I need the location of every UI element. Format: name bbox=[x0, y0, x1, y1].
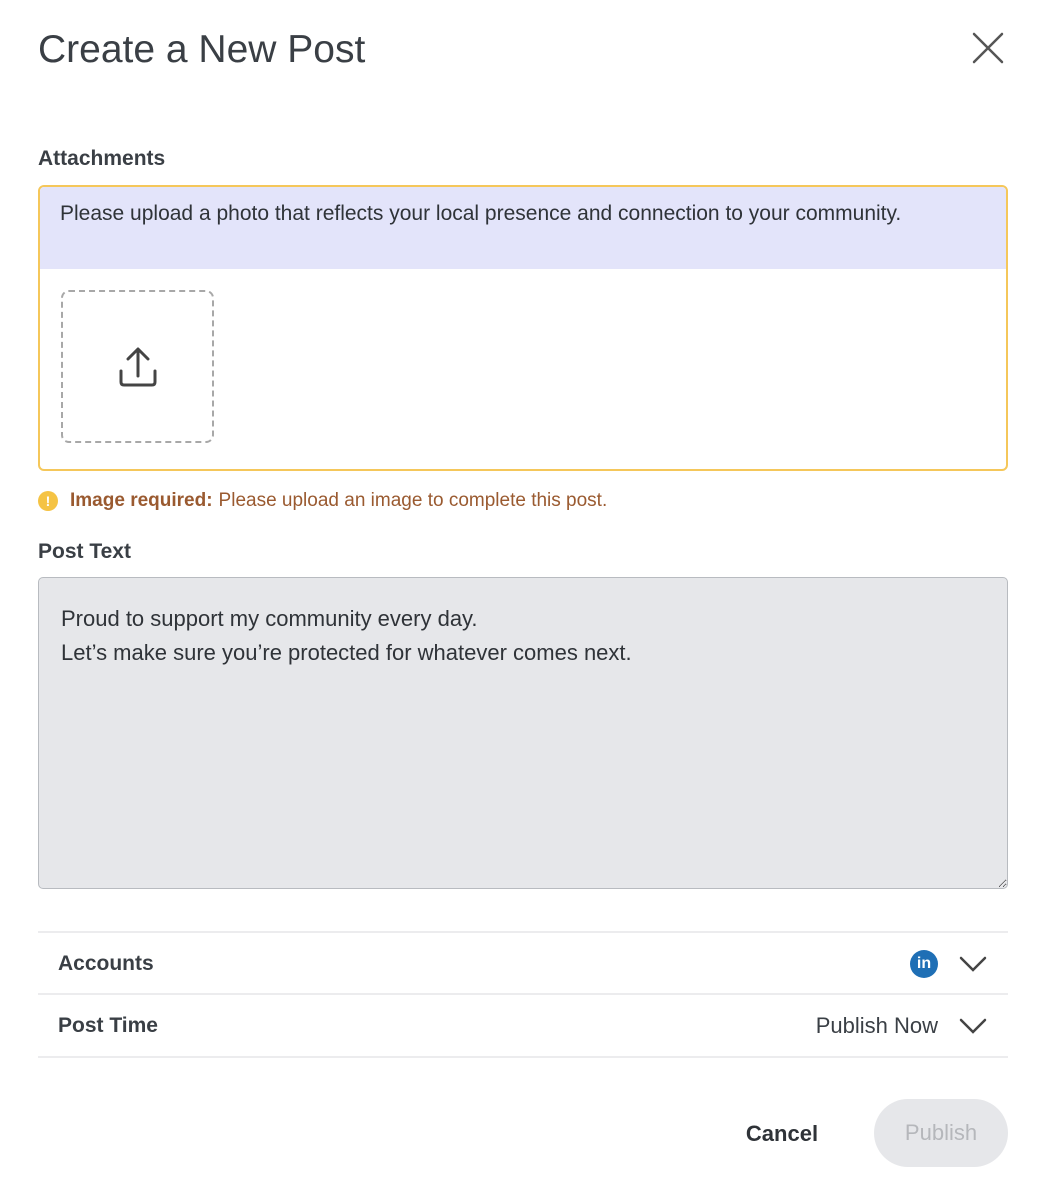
accounts-row[interactable] bbox=[38, 931, 1008, 994]
warning-icon: ! bbox=[38, 491, 58, 511]
linkedin-icon: in bbox=[910, 950, 938, 978]
attachments-panel bbox=[38, 185, 1008, 471]
divider bbox=[38, 1056, 1008, 1058]
attachments-label: Attachments bbox=[38, 147, 166, 170]
error-title: Image required: bbox=[70, 490, 213, 511]
upload-dropzone[interactable] bbox=[61, 290, 214, 443]
image-required-error bbox=[38, 490, 607, 512]
accounts-label: Accounts bbox=[58, 951, 154, 975]
attachments-instructions: Please upload a photo that reflects your local presence and connection to your community. bbox=[40, 187, 1006, 269]
post-time-value: Publish Now bbox=[815, 1012, 938, 1038]
close-icon[interactable] bbox=[970, 30, 1006, 66]
upload-icon bbox=[118, 346, 158, 388]
chevron-down-icon bbox=[958, 1017, 988, 1035]
post-time-row[interactable] bbox=[38, 993, 1008, 1056]
post-text-label: Post Text bbox=[38, 540, 131, 563]
publish-button[interactable]: Publish bbox=[874, 1099, 1008, 1167]
dialog-title: Create a New Post bbox=[38, 28, 366, 71]
cancel-button[interactable]: Cancel bbox=[722, 1110, 842, 1158]
post-text-input[interactable] bbox=[38, 577, 1008, 889]
chevron-down-icon bbox=[958, 955, 988, 973]
error-message: Please upload an image to complete this post. bbox=[218, 490, 608, 511]
post-time-label: Post Time bbox=[58, 1013, 158, 1037]
